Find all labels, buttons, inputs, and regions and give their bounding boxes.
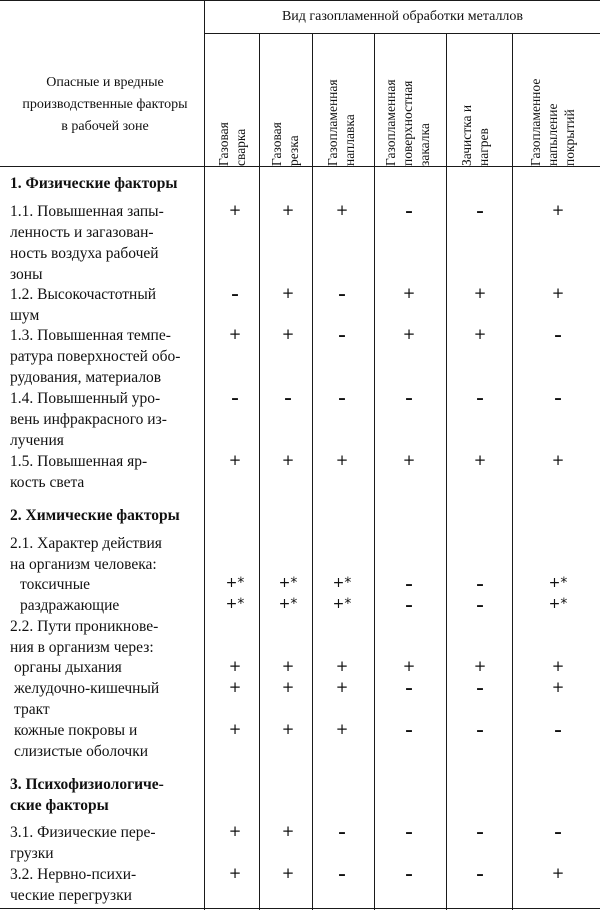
table-top-border: [0, 0, 600, 1]
mark-present: +*: [548, 596, 568, 612]
mark-present: +: [281, 325, 295, 343]
mark-present: +: [281, 201, 295, 219]
mark-absent: –: [554, 721, 562, 739]
column-header-line: резка: [286, 135, 301, 166]
mark-absent: –: [405, 202, 413, 220]
factor-label: шум: [10, 307, 40, 324]
mark-present: +*: [332, 575, 352, 591]
mark-present: +: [281, 678, 295, 696]
factor-label: 2.2. Пути проникнове-: [10, 618, 159, 635]
mark-present: +: [551, 678, 565, 696]
column-divider-0: [204, 0, 205, 910]
column-header-flame-hardening: [382, 34, 442, 166]
factor-label: 1.1. Повышенная запы-: [10, 203, 164, 220]
factor-label: 2.1. Характер действия: [10, 535, 162, 552]
factor-label: 1.4. Повышенный уро-: [10, 390, 161, 407]
factor-label: зоны: [10, 266, 43, 283]
mark-present: +: [228, 864, 242, 882]
column-header-line: Газопламенное: [528, 78, 543, 166]
factor-label: органы дыхания: [14, 659, 122, 676]
mark-absent: –: [338, 389, 346, 407]
mark-absent: –: [476, 721, 484, 739]
mark-present: +: [473, 451, 487, 469]
mark-present: +*: [278, 575, 298, 591]
column-header-line: сварка: [233, 128, 248, 166]
column-divider-2: [312, 33, 313, 910]
mark-absent: –: [338, 285, 346, 303]
column-header-flame-surfacing: [324, 34, 364, 166]
mark-present: +*: [332, 596, 352, 612]
section-heading: 3. Психофизиологиче-: [10, 776, 164, 793]
column-header-gas-welding: [215, 34, 255, 166]
mark-present: +*: [225, 596, 245, 612]
factor-label: рудования, материалов: [10, 369, 162, 386]
factor-label: слизистые оболочки: [14, 743, 149, 760]
column-header-line: наплавка: [342, 114, 357, 166]
mark-absent: –: [284, 389, 292, 407]
column-header-line: Зачистка и: [459, 104, 474, 166]
mark-present: +: [335, 451, 349, 469]
factor-label: 3.1. Физические пере-: [10, 824, 156, 841]
mark-present: +: [281, 720, 295, 738]
mark-absent: –: [405, 823, 413, 841]
mark-absent: –: [476, 823, 484, 841]
mark-present: +*: [548, 575, 568, 591]
column-divider-1: [259, 33, 260, 910]
column-header-line: закалка: [417, 123, 432, 166]
mark-present: +: [228, 201, 242, 219]
mark-present: +: [228, 678, 242, 696]
header-bottom-border: [0, 166, 600, 167]
mark-absent: –: [405, 865, 413, 883]
table-bottom-border: [0, 908, 600, 909]
column-header-line: Газовая: [269, 122, 284, 166]
mark-present: +: [335, 657, 349, 675]
section-heading: 2. Химические факторы: [10, 507, 180, 524]
factor-label: ность воздуха рабочей: [10, 245, 159, 262]
column-header-line: поверхностная: [400, 80, 415, 166]
column-divider-4: [446, 33, 447, 910]
mark-present: +: [402, 325, 416, 343]
factor-label: токсичные: [20, 576, 91, 593]
mark-absent: –: [405, 389, 413, 407]
mark-present: +: [335, 678, 349, 696]
mark-absent: –: [476, 575, 484, 593]
mark-present: +: [281, 864, 295, 882]
mark-present: +: [551, 657, 565, 675]
factor-label: ратура поверхностей обо-: [10, 348, 181, 365]
factor-label: раздражающие: [20, 597, 120, 614]
mark-present: +*: [225, 575, 245, 591]
mark-present: +: [551, 864, 565, 882]
column-header-line: напыление: [545, 103, 560, 166]
mark-absent: –: [405, 679, 413, 697]
column-header-line: Газовая: [216, 122, 231, 166]
mark-absent: –: [476, 865, 484, 883]
column-header-line: нагрев: [476, 128, 491, 166]
group-header-title: Вид газопламенной обработки металлов: [281, 9, 524, 24]
column-divider-5: [512, 33, 513, 910]
mark-absent: –: [554, 389, 562, 407]
column-header-flame-spraying: [527, 34, 587, 166]
mark-present: +: [228, 657, 242, 675]
factor-label: 1.3. Повышенная темпе-: [10, 327, 171, 344]
factor-label: кость света: [10, 474, 85, 491]
mark-absent: –: [231, 389, 239, 407]
mark-absent: –: [476, 596, 484, 614]
mark-present: +: [473, 657, 487, 675]
mark-absent: –: [476, 679, 484, 697]
mark-present: +: [228, 720, 242, 738]
mark-present: +: [335, 720, 349, 738]
mark-absent: –: [338, 823, 346, 841]
mark-present: +: [551, 284, 565, 302]
mark-present: +: [281, 284, 295, 302]
factor-label: ленность и загазован-: [10, 224, 154, 241]
mark-present: +*: [278, 596, 298, 612]
factor-label: на организм человека:: [10, 556, 157, 573]
factor-label: ческие перегрузки: [10, 887, 132, 904]
column-header-cleaning-heating: [458, 34, 498, 166]
mark-absent: –: [338, 865, 346, 883]
factor-label: вень инфракрасного из-: [10, 411, 167, 428]
mark-absent: –: [338, 326, 346, 344]
mark-present: +: [551, 451, 565, 469]
factor-label: кожные покровы и: [14, 722, 138, 739]
column-divider-3: [374, 33, 375, 910]
factor-label: 3.2. Нервно-психи-: [10, 866, 137, 883]
factor-label: тракт: [14, 701, 50, 718]
mark-absent: –: [231, 285, 239, 303]
factor-label: грузки: [10, 845, 54, 862]
factor-label: ния в организм через:: [10, 639, 154, 656]
section-heading: ские факторы: [10, 797, 109, 814]
mark-present: +: [281, 822, 295, 840]
column-header-line: Газопламенная: [325, 79, 340, 166]
factor-label: желудочно-кишечный: [14, 680, 160, 697]
mark-absent: –: [405, 721, 413, 739]
mark-present: +: [228, 822, 242, 840]
mark-absent: –: [476, 389, 484, 407]
mark-absent: –: [405, 596, 413, 614]
mark-present: +: [281, 657, 295, 675]
column-header-line: Газопламенная: [383, 79, 398, 166]
factor-label: 1.2. Высокочастотный: [10, 286, 157, 303]
factor-label: лучения: [10, 432, 64, 449]
mark-present: +: [551, 201, 565, 219]
mark-present: +: [335, 201, 349, 219]
mark-present: +: [228, 451, 242, 469]
mark-absent: –: [554, 326, 562, 344]
mark-present: +: [473, 284, 487, 302]
mark-present: +: [281, 451, 295, 469]
factors-column-header: Опасные и вредные производственные факторы в рабочей зоне: [22, 75, 188, 134]
factor-label: 1.5. Повышенная яр-: [10, 453, 148, 470]
mark-absent: –: [476, 202, 484, 220]
mark-present: +: [228, 325, 242, 343]
mark-present: +: [402, 284, 416, 302]
mark-present: +: [402, 657, 416, 675]
mark-present: +: [473, 325, 487, 343]
mark-absent: –: [554, 823, 562, 841]
section-heading: 1. Физические факторы: [10, 175, 178, 192]
mark-absent: –: [405, 575, 413, 593]
column-header-line: покрытий: [562, 109, 577, 166]
column-header-gas-cutting: [268, 34, 308, 166]
mark-present: +: [402, 451, 416, 469]
